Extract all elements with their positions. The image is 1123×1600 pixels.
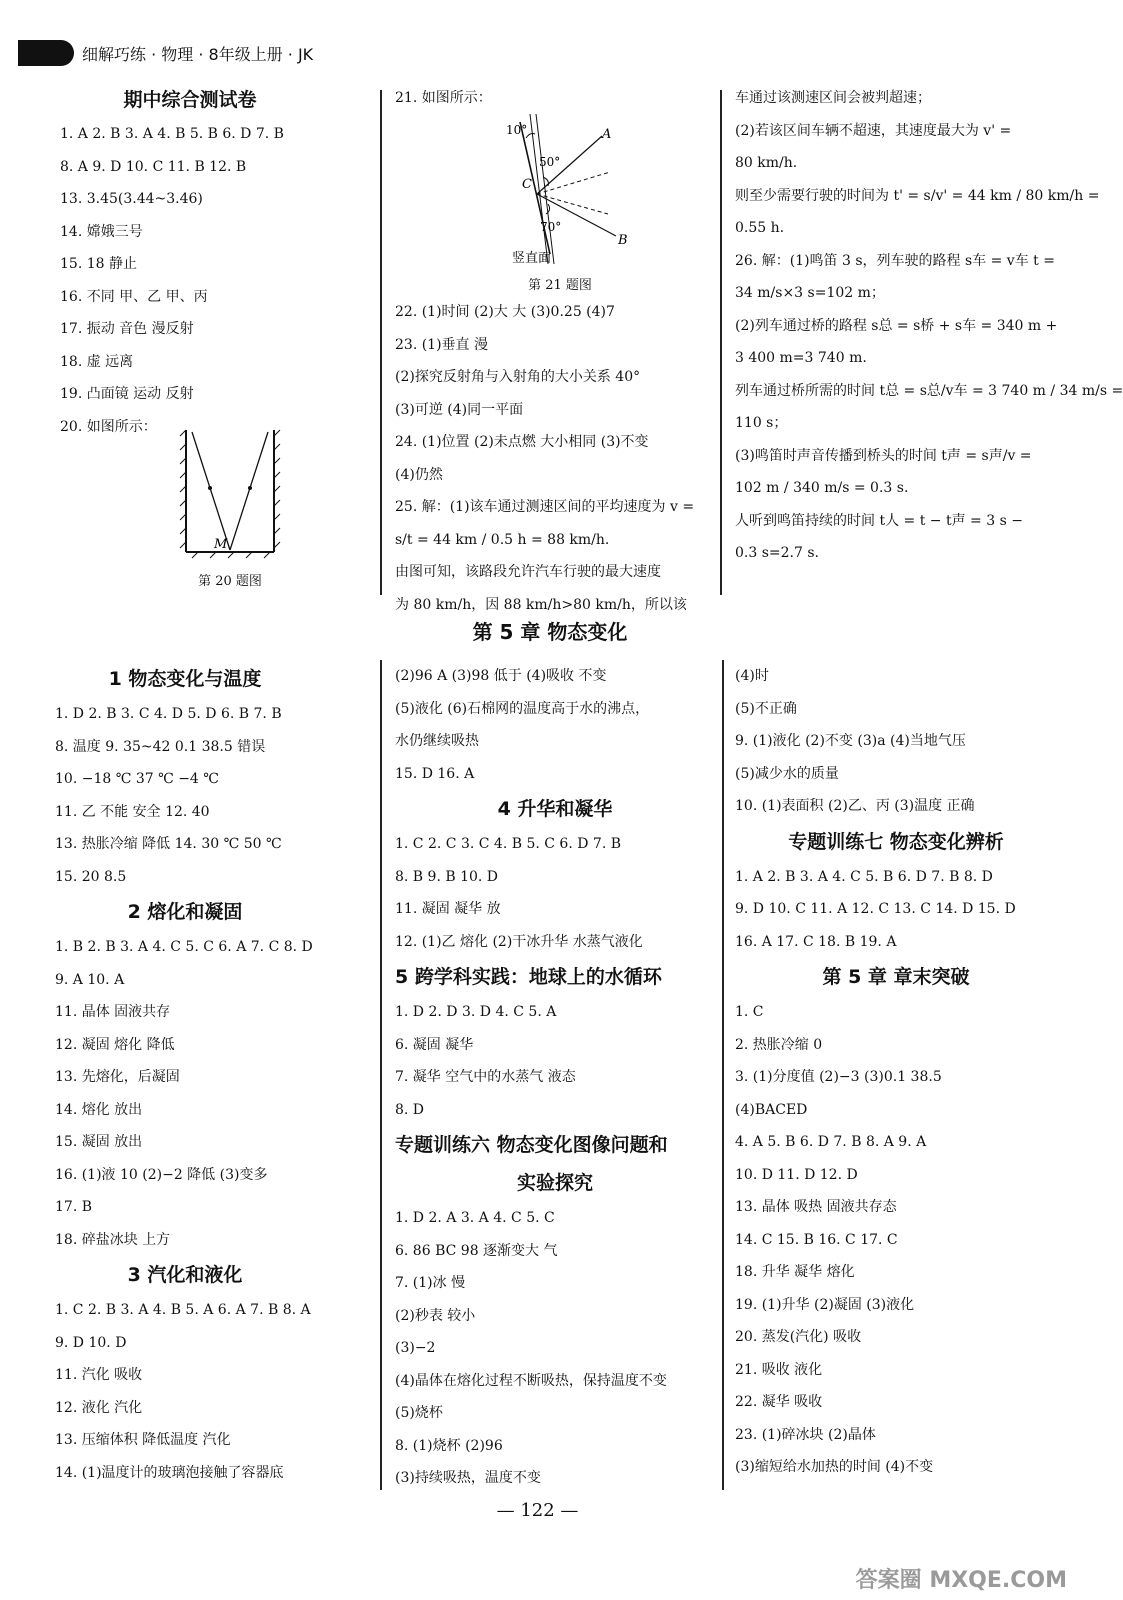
- answer-line: 列车通过桥所需的时间 t总 = s总/v车 = 3 740 m / 34 m/s =: [735, 382, 1123, 399]
- answer-line: 2. 热胀冷缩 0: [735, 1036, 823, 1053]
- answer-line: 14. (1)温度计的玻璃泡接触了容器底: [55, 1464, 284, 1481]
- answer-line: 13. 晶体 吸热 固液共存态: [735, 1199, 897, 1215]
- ch5-col3: [735, 660, 1057, 1484]
- answer-line: 3 400 m=3 740 m.: [735, 350, 867, 366]
- ch5-s7-title: 专题训练七 物态变化辨析: [788, 830, 1004, 853]
- answer-line: 14. 嫦娥三号: [60, 223, 143, 240]
- answer-line: 14. C 15. B 16. C 17. C: [735, 1231, 898, 1248]
- answer-line: 19. (1)升华 (2)凝固 (3)液化: [735, 1296, 915, 1313]
- answer-line: (5)液化 (6)石棉网的温度高于水的沸点，: [395, 700, 650, 717]
- answer-line: 9. D 10. C 11. A 12. C 13. C 14. D 15. D: [735, 901, 1016, 917]
- fig20-label-m: M: [214, 537, 228, 552]
- midterm-title: 期中综合测试卷: [123, 89, 257, 111]
- answer-line: 6. 凝固 凝华: [395, 1036, 474, 1053]
- midterm-col2: [395, 82, 715, 115]
- answer-line: (2)96 A (3)98 低于 (4)吸收 不变: [395, 668, 607, 684]
- ch5-s8-lines: [735, 996, 1057, 1484]
- answer-line: 110 s；: [735, 415, 788, 431]
- fig21-caption: 第 21 题图: [528, 278, 592, 293]
- chapter-title: 第 5 章 物态变化: [472, 620, 628, 644]
- answer-line: (3)持续吸热，温度不变: [395, 1470, 541, 1486]
- figure-21: [490, 114, 640, 264]
- answer-line: (5)不正确: [735, 700, 797, 717]
- ch5-s2-title: 2 熔化和凝固: [127, 901, 243, 923]
- answer-line: 由图可知，该路段允许汽车行驶的最大速度: [395, 564, 661, 580]
- answer-line: 1. B 2. B 3. A 4. C 5. C 6. A 7. C 8. D: [55, 939, 313, 955]
- answer-line: (3)鸣笛时声音传播到桥头的时间 t声 = s声/v =: [735, 447, 1032, 464]
- answer-line: 1. A 2. B 3. A 4. B 5. B 6. D 7. B: [60, 126, 284, 142]
- column-divider: [380, 90, 382, 595]
- answer-line: 102 m / 340 m/s = 0.3 s.: [735, 480, 909, 496]
- fig21-label-b: B: [618, 233, 628, 248]
- ch5-s3-title: 3 汽化和液化: [127, 1264, 243, 1286]
- answer-line: 12. 液化 汽化: [55, 1399, 143, 1416]
- answer-line: 14. 熔化 放出: [55, 1101, 143, 1118]
- column-divider: [722, 660, 724, 1490]
- answer-line: 20. 蒸发(汽化) 吸收: [735, 1329, 862, 1345]
- answer-line: 1. D 2. A 3. A 4. C 5. C: [395, 1210, 555, 1226]
- answer-line: 15. 20 8.5: [55, 868, 127, 885]
- fig21-label-c: C: [522, 177, 532, 192]
- answer-line: 16. (1)液 10 (2)−2 降低 (3)变多: [55, 1166, 268, 1183]
- answer-line: 11. 汽化 吸收: [55, 1367, 143, 1383]
- answer-line: 12. 凝固 熔化 降低: [55, 1036, 175, 1053]
- answer-line: 8. (1)烧杯 (2)96: [395, 1437, 503, 1454]
- answer-line: (2)秒表 较小: [395, 1307, 476, 1324]
- fig21-label-angle50: 50°: [539, 155, 561, 169]
- page-number: — 122 —: [496, 1500, 579, 1521]
- ch5-s6-lines: [395, 1202, 720, 1495]
- answer-line: 水仍继续吸热: [395, 733, 479, 749]
- fig21-label-a: A: [602, 127, 612, 142]
- answer-line: 0.3 s=2.7 s.: [735, 545, 819, 561]
- answer-line: 4. A 5. B 6. D 7. B 8. A 9. A: [735, 1134, 927, 1150]
- answer-line: 34 m/s×3 s=102 m；: [735, 285, 885, 301]
- answer-line: 26. 解：(1)鸣笛 3 s，列车驶的路程 s车 = v车 t =: [735, 252, 1055, 269]
- answer-line: (3)可逆 (4)同一平面: [395, 401, 524, 418]
- ch5-s1-lines: [55, 698, 375, 893]
- answer-line: 24. (1)位置 (2)未点燃 大小相同 (3)不变: [395, 434, 649, 450]
- answer-line: 13. 压缩体积 降低温度 汽化: [55, 1432, 231, 1448]
- ch5-s2-lines: [55, 931, 375, 1256]
- ch5-s4-title: 4 升华和凝华: [497, 798, 613, 820]
- answer-line: 10. −18 ℃ 37 ℃ −4 ℃: [55, 771, 219, 787]
- ch5-s4-lines: [395, 828, 720, 958]
- answer-line: 8. A 9. D 10. C 11. B 12. B: [60, 158, 247, 175]
- answer-line: 18. 碎盐冰块 上方: [55, 1231, 171, 1248]
- answer-line: 1. C: [735, 1004, 764, 1020]
- answer-line: 13. 3.45(3.44~3.46): [60, 191, 203, 207]
- answer-line: (3)缩短给水加热的时间 (4)不变: [735, 1459, 934, 1475]
- answer-line: 11. 晶体 固液共存: [55, 1004, 171, 1020]
- answer-line: 1. D 2. D 3. D 4. C 5. A: [395, 1004, 557, 1020]
- answer-line: 车通过该测速区间会被判超速；: [735, 90, 931, 106]
- answer-line: (4)仍然: [395, 466, 443, 483]
- ch5-s5-lines: [395, 996, 720, 1126]
- answer-line: 6. 86 BC 98 逐渐变大 气: [395, 1242, 558, 1259]
- answer-line: 8. B 9. B 10. D: [395, 868, 499, 885]
- answer-line: 10. D 11. D 12. D: [735, 1166, 858, 1183]
- answer-line: 80 km/h.: [735, 155, 798, 171]
- answer-line: s/t = 44 km / 0.5 h = 88 km/h.: [395, 531, 610, 548]
- answer-line: 13. 先熔化，后凝固: [55, 1069, 180, 1085]
- answer-line: 13. 热胀冷缩 降低 14. 30 ℃ 50 ℃: [55, 836, 282, 852]
- ch5-s6-title-line2: 实验探究: [516, 1172, 593, 1194]
- ch5-col2: [395, 660, 720, 1495]
- column-divider: [720, 90, 722, 595]
- answer-line: 1. C 2. B 3. A 4. B 5. A 6. A 7. B 8. A: [55, 1302, 311, 1318]
- ch5-col1: [55, 660, 375, 1489]
- answer-line: (3)−2: [395, 1340, 436, 1356]
- ch5-col2-top-lines: [395, 660, 720, 790]
- answer-line: 25. 解：(1)该车通过测速区间的平均速度为 v =: [395, 499, 695, 515]
- answer-line: 15. D 16. A: [395, 765, 475, 782]
- answer-line: 8. 温度 9. 35~42 0.1 38.5 错误: [55, 738, 266, 755]
- fig21-label-angle70: 70°: [540, 220, 562, 234]
- ch5-s7-lines: [735, 861, 1057, 959]
- answer-line: 18. 虚 远离: [60, 353, 134, 370]
- answer-line: 10. (1)表面积 (2)乙、丙 (3)温度 正确: [735, 798, 975, 814]
- answer-line: 23. (1)垂直 漫: [395, 336, 488, 353]
- answer-line: 9. D 10. D: [55, 1334, 127, 1351]
- answer-line: (5)减少水的质量: [735, 765, 839, 782]
- ch5-s3-lines: [55, 1294, 375, 1489]
- answer-line: 7. 凝华 空气中的水蒸气 液态: [395, 1069, 576, 1085]
- watermark: 答案圈 MXQE.COM: [855, 1568, 1067, 1593]
- midterm-col1: [60, 82, 380, 443]
- answer-line: 1. A 2. B 3. A 4. C 5. B 6. D 7. B 8. D: [735, 868, 993, 885]
- header-text: 细解巧练 · 物理 · 8年级上册 · JK: [82, 44, 314, 64]
- answer-line: 22. (1)时间 (2)大 大 (3)0.25 (4)7: [395, 304, 615, 320]
- answer-line: 19. 凸面镜 运动 反射: [60, 386, 194, 402]
- midterm-col1-lines: [60, 118, 380, 443]
- answer-line: 17. 振动 音色 漫反射: [60, 321, 194, 337]
- page-header: [18, 40, 313, 66]
- answer-line: 为 80 km/h，因 88 km/h>80 km/h，所以该: [395, 596, 687, 613]
- answer-line: 1. C 2. C 3. C 4. B 5. C 6. D 7. B: [395, 836, 622, 852]
- answer-line: 17. B: [55, 1199, 93, 1215]
- ch5-s1-title: 1 物态变化与温度: [108, 668, 262, 690]
- answer-line: (2)探究反射角与入射角的大小关系 40°: [395, 369, 641, 385]
- column-divider: [380, 660, 382, 1490]
- answer-line: (4)时: [735, 668, 769, 684]
- answer-line: 22. 凝华 吸收: [735, 1394, 823, 1410]
- answer-line: (2)若该区间车辆不超速，其速度最大为 v' =: [735, 122, 1012, 139]
- answer-line: (2)列车通过桥的路程 s总 = s桥 + s车 = 340 m +: [735, 317, 1058, 334]
- answer-line: 11. 凝固 凝华 放: [395, 901, 501, 917]
- answer-line: 3. (1)分度值 (2)−3 (3)0.1 38.5: [735, 1069, 942, 1085]
- answer-line: 1. D 2. B 3. C 4. D 5. D 6. B 7. B: [55, 706, 282, 722]
- fig21-label-vertical-plane: 竖直面: [512, 251, 552, 266]
- answer-line: (5)烧杯: [395, 1405, 443, 1421]
- q21-line: 21. 如图所示：: [395, 90, 492, 106]
- header-mark: [18, 40, 74, 66]
- ch5-s6-title-line1: 专题训练六 物态变化图像问题和: [395, 1134, 668, 1156]
- ch5-s5-title: 5 跨学科实践：地球上的水循环: [395, 966, 662, 988]
- answer-line: (4)晶体在熔化过程不断吸热，保持温度不变: [395, 1372, 667, 1389]
- answer-line: 人听到鸣笛持续的时间 t人 = t − t声 = 3 s −: [735, 512, 1023, 529]
- answer-line: 则至少需要行驶的时间为 t' = s/v' = 44 km / 80 km/h =: [735, 187, 1100, 204]
- answer-line: 18. 升华 凝华 熔化: [735, 1264, 855, 1280]
- answer-line: 15. 18 静止: [60, 256, 137, 272]
- answer-line: 9. A 10. A: [55, 971, 125, 988]
- ch5-col3-top-lines: [735, 660, 1057, 823]
- answer-line: 16. 不同 甲、乙 甲、丙: [60, 288, 208, 305]
- ch5-s8-title: 第 5 章 章末突破: [822, 966, 970, 988]
- answer-line: 20. 如图所示：: [60, 418, 157, 435]
- answer-line: 15. 凝固 放出: [55, 1134, 143, 1150]
- midterm-col2-lines: [395, 296, 715, 621]
- midterm-col3-lines: [735, 82, 1123, 570]
- answer-line: 9. (1)液化 (2)不变 (3)a (4)当地气压: [735, 733, 966, 749]
- answer-line: 21. 吸收 液化: [735, 1361, 823, 1378]
- answer-line: (4)BACED: [735, 1101, 808, 1118]
- answer-line: 12. (1)乙 熔化 (2)干冰升华 水蒸气液化: [395, 933, 643, 950]
- fig21-label-angle10: 10°: [506, 123, 528, 137]
- answer-line: 8. D: [395, 1101, 425, 1118]
- answer-line: 23. (1)碎冰块 (2)晶体: [735, 1426, 876, 1443]
- answer-line: 7. (1)冰 慢: [395, 1275, 466, 1291]
- answer-line: 16. A 17. C 18. B 19. A: [735, 933, 897, 950]
- answer-line: 11. 乙 不能 安全 12. 40: [55, 803, 210, 820]
- fig20-caption: 第 20 题图: [198, 574, 262, 589]
- answer-line: 0.55 h.: [735, 220, 785, 236]
- figure-20: [170, 422, 290, 562]
